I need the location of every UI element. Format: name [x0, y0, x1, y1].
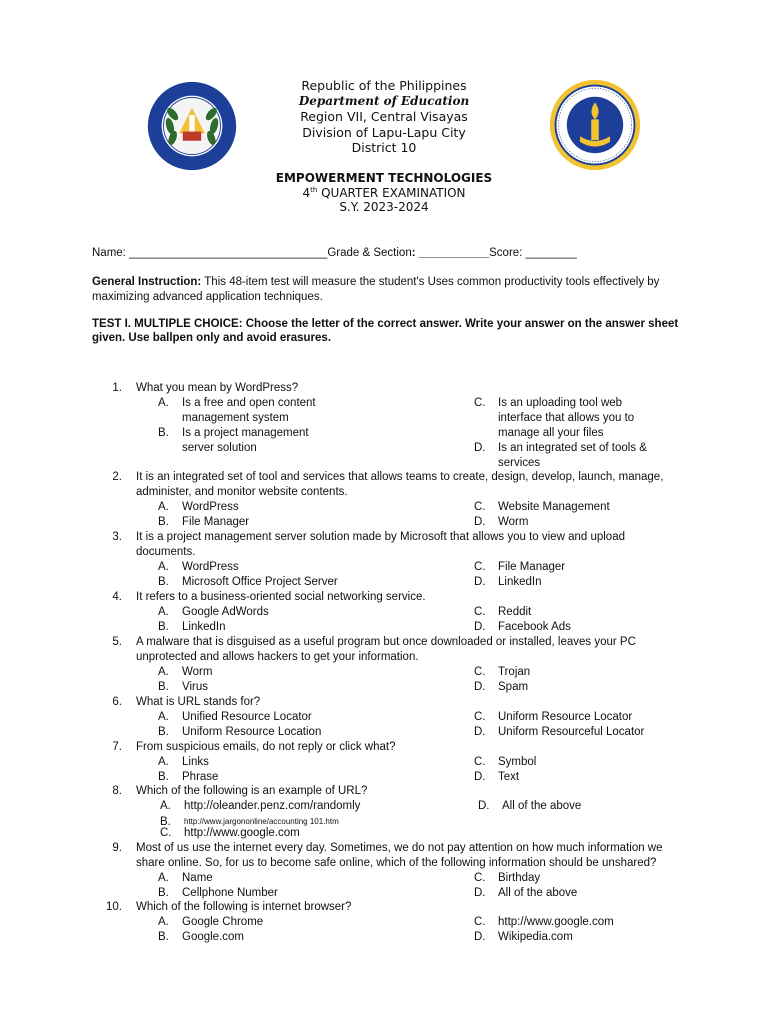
option-letter: A. [158, 711, 169, 723]
option-text: http://www.jargononline/accounting 101.htm [184, 817, 339, 826]
question-number: 2. [112, 471, 122, 483]
option-text: All of the above [498, 887, 578, 899]
option-text: Google.com [182, 931, 245, 943]
question-text: What is URL stands for? [136, 696, 261, 708]
subject-title: EMPOWERMENT TECHNOLOGIES [275, 171, 493, 185]
question-number: 9. [112, 842, 122, 854]
option-text: Microsoft Office Project Server [182, 576, 338, 588]
question-text: Which of the following is an example of URL? [136, 785, 368, 797]
option-text: Google AdWords [182, 606, 269, 618]
option-letter: D. [474, 931, 486, 943]
grade-section-field[interactable]: ___________ [415, 247, 490, 259]
option-text: Cellphone Number [182, 887, 278, 899]
option-letter: D. [474, 621, 486, 633]
header-district: District 10 [351, 140, 417, 155]
school-year: S.Y. 2023-2024 [339, 200, 429, 214]
header-republic: Republic of the Philippines [301, 78, 467, 93]
option-text: LinkedIn [182, 621, 226, 633]
option-text: Worm [182, 666, 213, 678]
quarter-label: QUARTER EXAMINATION [317, 185, 466, 200]
option-letter: A. [158, 561, 169, 573]
option-text: Reddit [498, 606, 532, 618]
option-letter: C. [474, 756, 486, 768]
question-text: From suspicious emails, do not reply or click what? [136, 741, 396, 753]
question-text: Which of the following is internet browser? [136, 901, 352, 913]
option-letter: C. [474, 606, 486, 618]
option-letter: A. [158, 606, 169, 618]
test-one-heading: TEST I. MULTIPLE CHOICE: Choose the letter of the correct answer. Write your answer on the answer sheet given. Use ballpen only and avoid erasures. [92, 318, 679, 344]
option-text: http://www.google.com [498, 916, 614, 928]
option-letter: B. [158, 516, 169, 528]
option-letter: D. [474, 726, 486, 738]
option-letter: C. [474, 916, 486, 928]
option-text: http://www.google.com [184, 827, 300, 839]
option-letter: C. [474, 711, 486, 723]
option-text: Uniform Resourceful Locator [498, 726, 645, 738]
option-text: Birthday [498, 872, 541, 884]
option-letter: B. [158, 576, 169, 588]
option-text: Symbol [498, 756, 537, 768]
question-number: 7. [112, 741, 122, 753]
grade-section-colon: : [411, 247, 416, 259]
student-info-line [92, 247, 577, 259]
option-letter: A. [158, 501, 169, 513]
general-instruction [92, 275, 692, 304]
option-letter: B. [158, 427, 169, 439]
question-number: 10. [106, 901, 122, 913]
option-text: Wikipedia.com [498, 931, 573, 943]
option-letter: A. [158, 756, 169, 768]
option-letter: A. [160, 800, 171, 812]
letterhead [0, 78, 768, 156]
option-text: Phrase [182, 771, 219, 783]
option-letter: D. [474, 887, 486, 899]
option-letter: B. [158, 621, 169, 633]
option-text: Unified Resource Locator [182, 711, 312, 723]
instruction-label: General Instruction: [92, 276, 202, 288]
option-text: http://oleander.penz.com/randomly [184, 800, 361, 812]
score-field[interactable]: Score: ________ [489, 247, 577, 259]
option-letter: A. [158, 916, 169, 928]
option-text: WordPress [182, 501, 239, 513]
question-number: 6. [112, 696, 122, 708]
option-text: Spam [498, 681, 529, 693]
option-letter: B. [160, 816, 171, 828]
option-text: Uniform Resource Locator [498, 711, 633, 723]
option-letter: A. [158, 666, 169, 678]
quarter-number: 4 [302, 185, 311, 200]
grade-section-label: Grade & Section [327, 247, 412, 259]
option-letter: C. [474, 872, 486, 884]
option-text: Is a free and open content management system [182, 397, 316, 424]
option-letter: D. [474, 576, 486, 588]
question-text: It is a project management server solution made by Microsoft that allows you to view and upload documents. [136, 531, 625, 558]
option-text: File Manager [498, 561, 566, 573]
option-letter: A. [158, 872, 169, 884]
option-letter: C. [474, 666, 486, 678]
option-letter: D. [474, 442, 486, 454]
option-text: All of the above [502, 800, 582, 812]
question-number: 1. [112, 382, 122, 394]
question-text: What you mean by WordPress? [136, 382, 299, 394]
option-text: Worm [498, 516, 529, 528]
option-letter: C. [160, 827, 172, 839]
option-text: Links [182, 756, 209, 768]
option-text: LinkedIn [498, 576, 542, 588]
option-text: Is an uploading tool web interface that allows you to manage all your files [498, 397, 635, 439]
option-text: Is an integrated set of tools & services [498, 442, 647, 469]
option-text: Website Management [498, 501, 610, 513]
question-number: 8. [112, 785, 122, 797]
option-text: Facebook Ads [498, 621, 571, 633]
option-text: Uniform Resource Location [182, 726, 322, 738]
option-letter: D. [478, 800, 490, 812]
option-text: File Manager [182, 516, 250, 528]
option-text: Google Chrome [182, 916, 264, 928]
question-text: A malware that is disguised as a useful program but once downloaded or installed, leaves your PC unprotected and allows hackers to get your information. [136, 636, 636, 663]
instruction-text: This 48-item test will measure the student's Uses common productivity tools effectively by maximizing advanced application techniques. [92, 276, 660, 303]
option-letter: B. [158, 931, 169, 943]
question-number: 4. [112, 591, 122, 603]
question-number: 5. [112, 636, 122, 648]
option-letter: B. [158, 681, 169, 693]
question-text: It refers to a business-oriented social networking service. [136, 591, 426, 603]
header-department: Department of Education [298, 93, 470, 108]
quarter-suffix: th [310, 185, 318, 194]
option-letter: C. [474, 397, 486, 409]
name-field[interactable]: Name: _______________________________ [92, 247, 328, 259]
option-letter: B. [158, 887, 169, 899]
option-letter: A. [158, 397, 169, 409]
question-text: Most of us use the internet every day. Sometimes, we do not pay attention on how much information we share online. So, for us to become safe online, which of the following information should be unshared? [136, 842, 663, 869]
option-text: Is a project management server solution [182, 427, 309, 454]
option-letter: C. [474, 501, 486, 513]
option-letter: D. [474, 771, 486, 783]
option-text: Trojan [498, 666, 531, 678]
question-number: 3. [112, 531, 122, 543]
header-division: Division of Lapu-Lapu City [302, 124, 466, 140]
option-letter: B. [158, 771, 169, 783]
question-text: It is an integrated set of tool and services that allows teams to create, design, develop, launch, manage, administer, and monitor website contents. [136, 471, 664, 498]
option-text: Text [498, 771, 520, 783]
option-letter: D. [474, 516, 486, 528]
option-letter: B. [158, 726, 169, 738]
option-text: Name [182, 872, 213, 884]
header-region: Region VII, Central Visayas [300, 109, 468, 124]
quarter-title [0, 186, 768, 201]
exam-title [0, 171, 768, 215]
option-text: Virus [182, 681, 208, 693]
option-letter: D. [474, 681, 486, 693]
option-text: WordPress [182, 561, 239, 573]
option-letter: C. [474, 561, 486, 573]
